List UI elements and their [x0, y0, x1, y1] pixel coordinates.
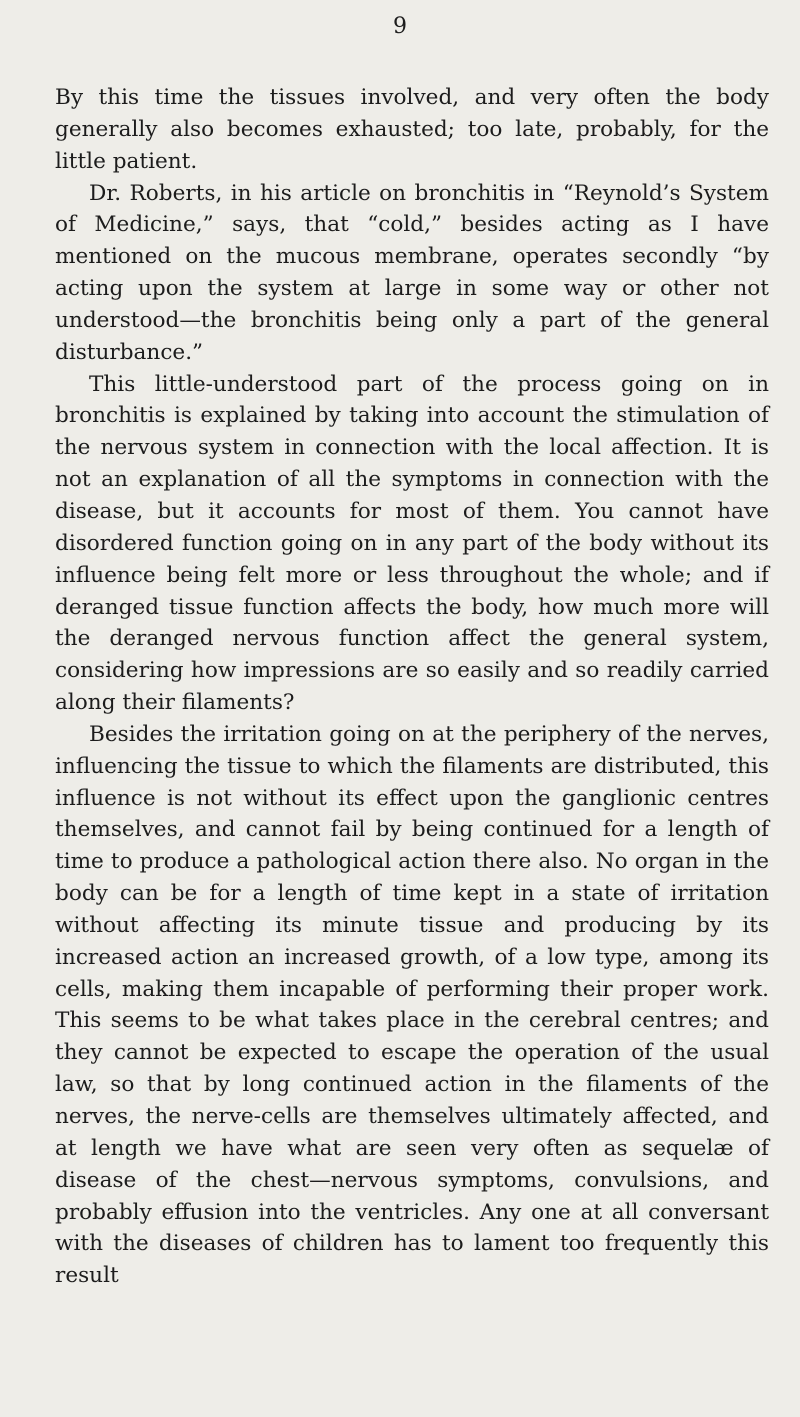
paragraph-2: Dr. Roberts, in his article on bronchitis in “Reynold’s System of Medicine,” says, that “cold,” besides acting as I have mentioned on the mucous membrane, operates secondly “by acting upon the system at large in some way or other not understood—the bronchitis being only a part of the general disturbance.”	[55, 180, 769, 365]
paragraph-4: Besides the irritation going on at the periphery of the nerves, influencing the tissue to which the filaments are distributed, this influence is not without its effect upon the ganglionic centres themselves, and cannot fail by being continued for a length of time to produce a pathological action there also. No organ in the body can be for a length of time kept in a state of irritation without affecting its minute tissue and producing by its increased action an increased growth, of a low type, among its cells, making them incapable of performing their proper work. This seems to be what takes place in the cerebral centres; and they cannot be expected to escape the operation of the usual law, so that by long continued action in the filaments of the nerves, the nerve-cells are themselves ultimately affected, and at length we have what are seen very often as sequelæ of disease of the chest—nervous symptoms, convulsions, and probably effusion into the ventricles. Any one at all conversant with the diseases of children has to lament too frequently this result	[55, 721, 769, 1289]
paragraph-1: By this time the tissues involved, and very often the body generally also becomes exhausted; too late, probably, for the little patient.	[55, 85, 769, 174]
body-text	[55, 82, 769, 1292]
paragraph-3: This little-understood part of the process going on in bronchitis is explained by taking into account the stimulation of the nervous system in connection with the local affection. It is not an explanation of all the symptoms in connection with the disease, but it accounts for most of them. You cannot have disordered function going on in any part of the body without its influence being felt more or less throughout the whole; and if deranged tissue function affects the body, how much more will the deranged nervous function affect the general system, considering how impressions are so easily and so readily carried along their filaments?	[55, 371, 769, 716]
page-number: 9	[393, 14, 407, 39]
